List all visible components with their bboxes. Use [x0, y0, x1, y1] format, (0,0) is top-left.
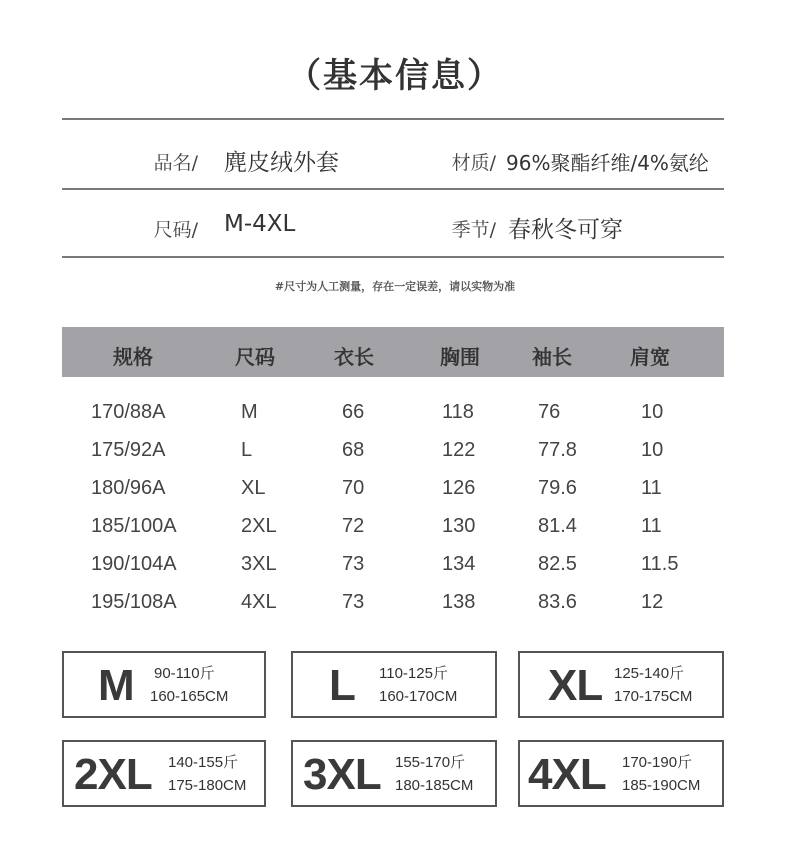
cell-spec: 180/96A: [91, 477, 166, 499]
cell-size: 2XL: [241, 515, 277, 537]
header-spec: 规格: [113, 345, 153, 369]
size-range-value: M-4XL: [224, 211, 296, 237]
cell-sleeve: 82.5: [538, 553, 577, 575]
size-card-letter: XL: [548, 661, 603, 710]
size-card-weight: 155-170斤: [395, 754, 466, 771]
cell-chest: 118: [442, 401, 474, 423]
cell-length: 72: [342, 515, 365, 537]
cell-length: 68: [342, 439, 365, 461]
size-card-l: [291, 651, 497, 718]
cell-spec: 185/100A: [91, 515, 177, 537]
cell-length: 66: [342, 401, 365, 423]
size-card-letter: L: [329, 661, 355, 710]
cell-spec: 195/108A: [91, 591, 177, 613]
cell-shoulder: 11.5: [641, 553, 679, 575]
size-card-weight: 140-155斤: [168, 754, 239, 771]
cell-size: 3XL: [241, 553, 277, 575]
cell-chest: 126: [442, 477, 476, 499]
table-row: [0, 515, 790, 553]
cell-length: 70: [342, 477, 365, 499]
table-row: [0, 477, 790, 515]
cell-shoulder: 11: [641, 477, 662, 499]
cell-chest: 134: [442, 553, 476, 575]
cell-size: M: [241, 401, 258, 423]
size-card-weight: 90-110斤: [154, 665, 215, 682]
size-card-weight: 170-190斤: [622, 754, 693, 771]
product-name-value: 麂皮绒外套: [224, 150, 339, 176]
cell-sleeve: 79.6: [538, 477, 577, 499]
header-sleeve: 袖长: [532, 345, 572, 369]
cell-size: XL: [241, 477, 266, 499]
size-card-weight: 110-125斤: [379, 665, 448, 682]
size-range-label: 尺码/: [153, 219, 198, 241]
cell-spec: 175/92A: [91, 439, 166, 461]
size-card-height: 175-180CM: [168, 777, 247, 794]
cell-shoulder: 10: [641, 401, 664, 423]
size-card-height: 185-190CM: [622, 777, 701, 794]
cell-sleeve: 83.6: [538, 591, 577, 613]
table-row: [0, 439, 790, 477]
table-row: [0, 591, 790, 629]
divider-top: [62, 118, 724, 120]
season-label: 季节/: [451, 219, 496, 241]
size-card-height: 160-165CM: [150, 688, 229, 705]
header-shoulder: 肩宽: [630, 345, 670, 369]
header-length: 衣长: [334, 345, 374, 369]
size-card-weight: 125-140斤: [614, 665, 685, 682]
cell-sleeve: 76: [538, 401, 561, 423]
size-card-letter: 3XL: [303, 750, 381, 799]
season-value: 春秋冬可穿: [508, 217, 623, 243]
table-header-bar: [62, 327, 724, 377]
cell-size: 4XL: [241, 591, 277, 613]
cell-shoulder: 10: [641, 439, 664, 461]
cell-shoulder: 12: [641, 591, 664, 613]
size-card-3xl: [291, 740, 497, 807]
size-card-letter: 4XL: [528, 750, 606, 799]
size-card-2xl: [62, 740, 266, 807]
product-name-label: 品名/: [153, 152, 198, 174]
cell-size: L: [241, 439, 253, 461]
cell-sleeve: 81.4: [538, 515, 577, 537]
material-label: 材质/: [451, 152, 496, 174]
cell-sleeve: 77.8: [538, 439, 577, 461]
cell-length: 73: [342, 591, 365, 613]
size-card-height: 160-170CM: [379, 688, 458, 705]
size-card-height: 170-175CM: [614, 688, 693, 705]
cell-spec: 190/104A: [91, 553, 177, 575]
cell-chest: 122: [442, 439, 476, 461]
material-value: 96%聚酯纤维/4%氨纶: [506, 151, 709, 175]
size-card-xl: [518, 651, 724, 718]
size-card-height: 180-185CM: [395, 777, 474, 794]
divider-bottom: [62, 256, 724, 258]
page-title: （基本信息）: [287, 56, 503, 96]
header-size: 尺码: [235, 345, 275, 369]
divider-middle: [62, 188, 724, 190]
cell-spec: 170/88A: [91, 401, 166, 423]
cell-chest: 130: [442, 515, 476, 537]
size-card-letter: 2XL: [74, 750, 152, 799]
size-card-letter: M: [98, 661, 134, 710]
cell-shoulder: 11: [641, 515, 662, 537]
size-card-4xl: [518, 740, 724, 807]
size-card-m: [62, 651, 266, 718]
cell-chest: 138: [442, 591, 476, 613]
header-chest: 胸围: [440, 345, 480, 369]
table-row: [0, 553, 790, 591]
measurement-note: #尺寸为人工测量，存在一定误差，请以实物为准: [274, 280, 516, 293]
table-row: [0, 401, 790, 439]
cell-length: 73: [342, 553, 365, 575]
